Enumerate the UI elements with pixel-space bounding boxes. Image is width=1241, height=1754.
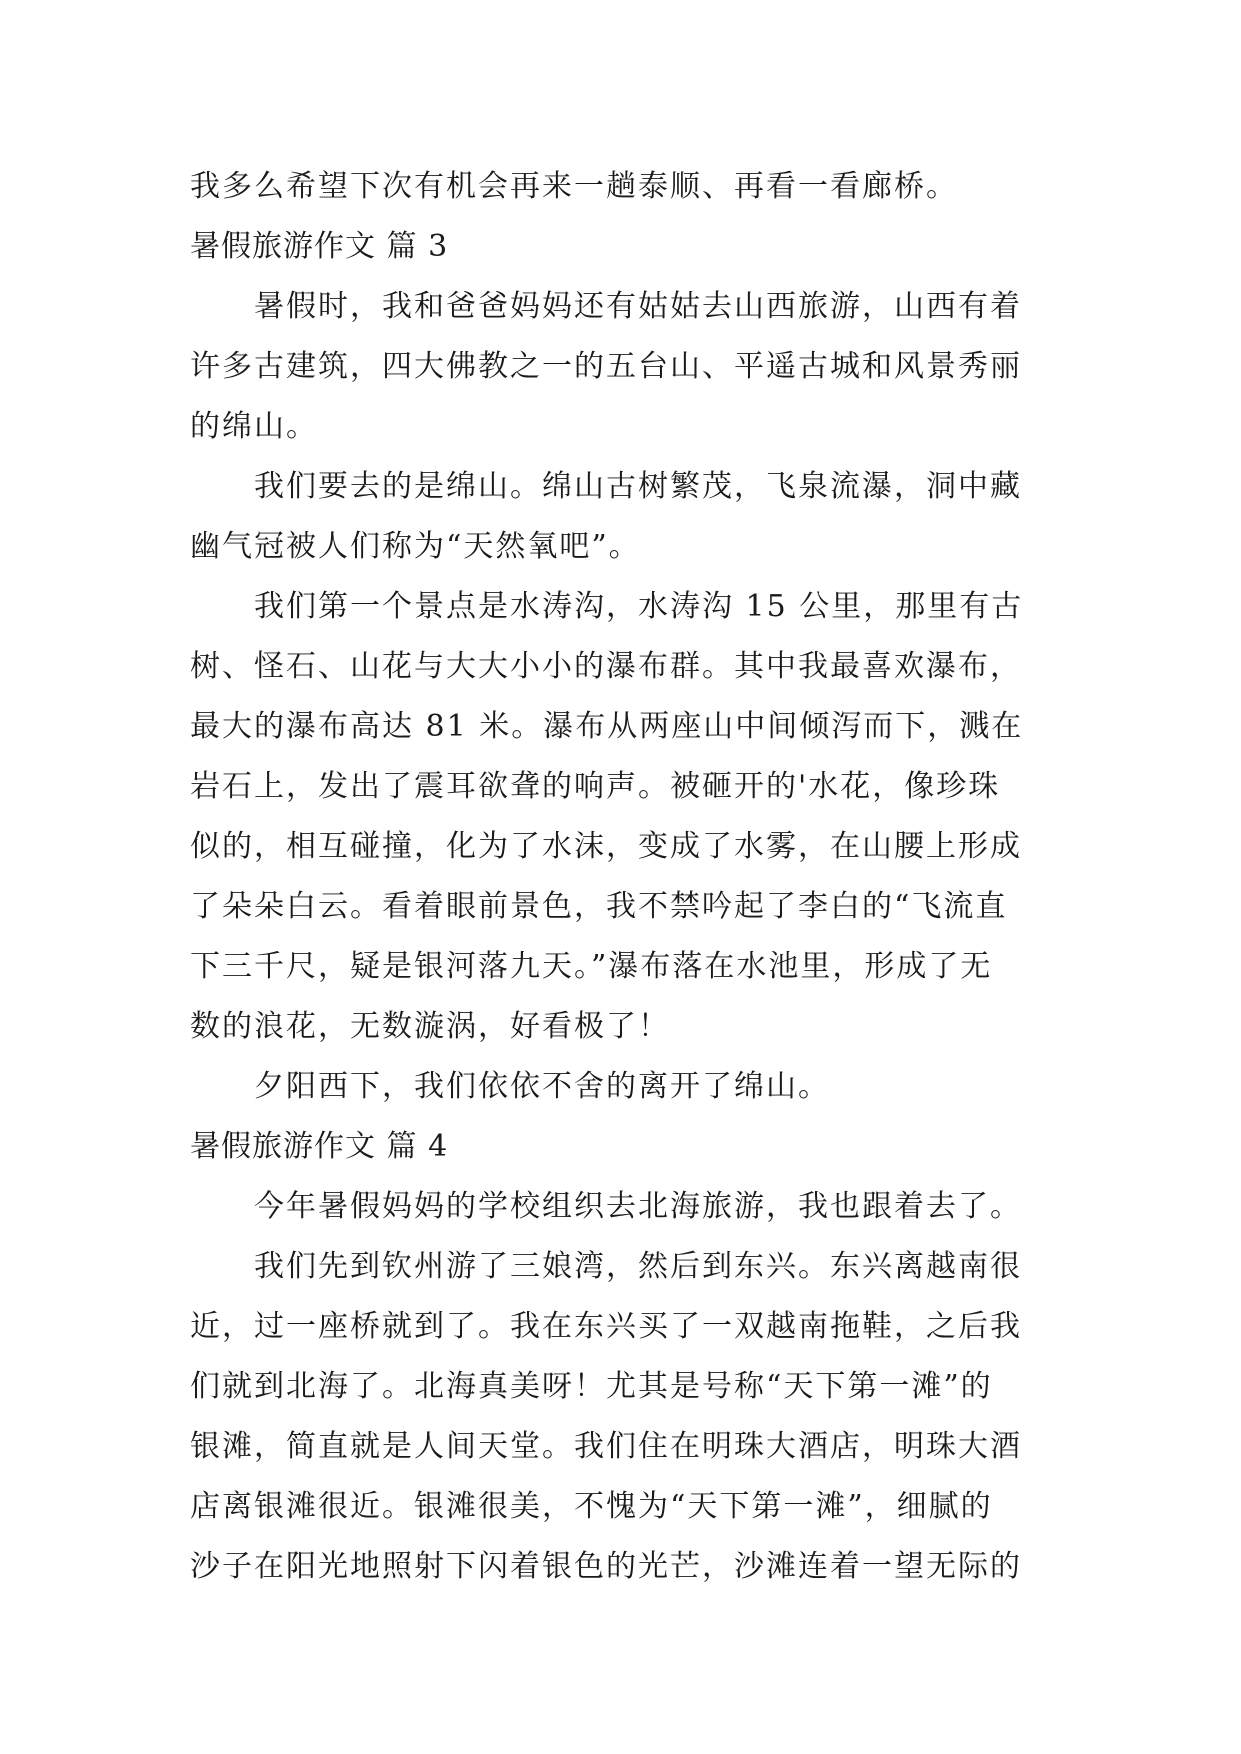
paragraph-line: 数的浪花，无数漩涡，好看极了！: [190, 1009, 670, 1044]
section-heading-4: 暑假旅游作文 篇 4: [190, 1129, 449, 1164]
paragraph-line: 的绵山。: [190, 409, 318, 444]
paragraph-line: 沙子在阳光地照射下闪着银色的光芒，沙滩连着一望无际的: [190, 1549, 1022, 1584]
paragraph-line: 夕阳西下，我们依依不舍的离开了绵山。: [254, 1069, 830, 1104]
paragraph-line: 我们先到钦州游了三娘湾，然后到东兴。东兴离越南很: [254, 1249, 1022, 1284]
paragraph-line: 下三千尺，疑是银河落九天。”瀑布落在水池里，形成了无: [190, 949, 993, 984]
paragraph-line: 我们要去的是绵山。绵山古树繁茂，飞泉流瀑，洞中藏: [254, 469, 1022, 504]
paragraph-line: 树、怪石、山花与大大小小的瀑布群。其中我最喜欢瀑布，: [190, 649, 1022, 684]
paragraph-line: 店离银滩很近。银滩很美，不愧为“天下第一滩”，细腻的: [190, 1489, 993, 1524]
paragraph-line: 暑假时，我和爸爸妈妈还有姑姑去山西旅游，山西有着: [254, 289, 1022, 324]
paragraph-line: 似的，相互碰撞，化为了水沫，变成了水雾，在山腰上形成: [190, 829, 1022, 864]
section-heading-3: 暑假旅游作文 篇 3: [190, 229, 449, 264]
paragraph-line: 岩石上，发出了震耳欲聋的响声。被砸开的'水花，像珍珠: [190, 769, 1001, 804]
paragraph-line: 今年暑假妈妈的学校组织去北海旅游，我也跟着去了。: [254, 1189, 1022, 1224]
paragraph-line: 最大的瀑布高达 81 米。瀑布从两座山中间倾泻而下，溅在: [190, 709, 1024, 744]
paragraph-line: 们就到北海了。北海真美呀！尤其是号称“天下第一滩”的: [190, 1369, 993, 1404]
paragraph-line: 幽气冠被人们称为“天然氧吧”。: [190, 529, 641, 564]
paragraph-line: 我们第一个景点是水涛沟，水涛沟 15 公里，那里有古: [254, 589, 1024, 624]
paragraph-line: 了朵朵白云。看着眼前景色，我不禁吟起了李白的“飞流直: [190, 889, 1008, 924]
paragraph-line: 近，过一座桥就到了。我在东兴买了一双越南拖鞋，之后我: [190, 1309, 1022, 1344]
paragraph-line: 我多么希望下次有机会再来一趟泰顺、再看一看廊桥。: [190, 169, 958, 204]
paragraph-line: 许多古建筑，四大佛教之一的五台山、平遥古城和风景秀丽: [190, 349, 1022, 384]
paragraph-line: 银滩，简直就是人间天堂。我们住在明珠大酒店，明珠大酒: [190, 1429, 1022, 1464]
body-text: [190, 157, 1070, 1597]
